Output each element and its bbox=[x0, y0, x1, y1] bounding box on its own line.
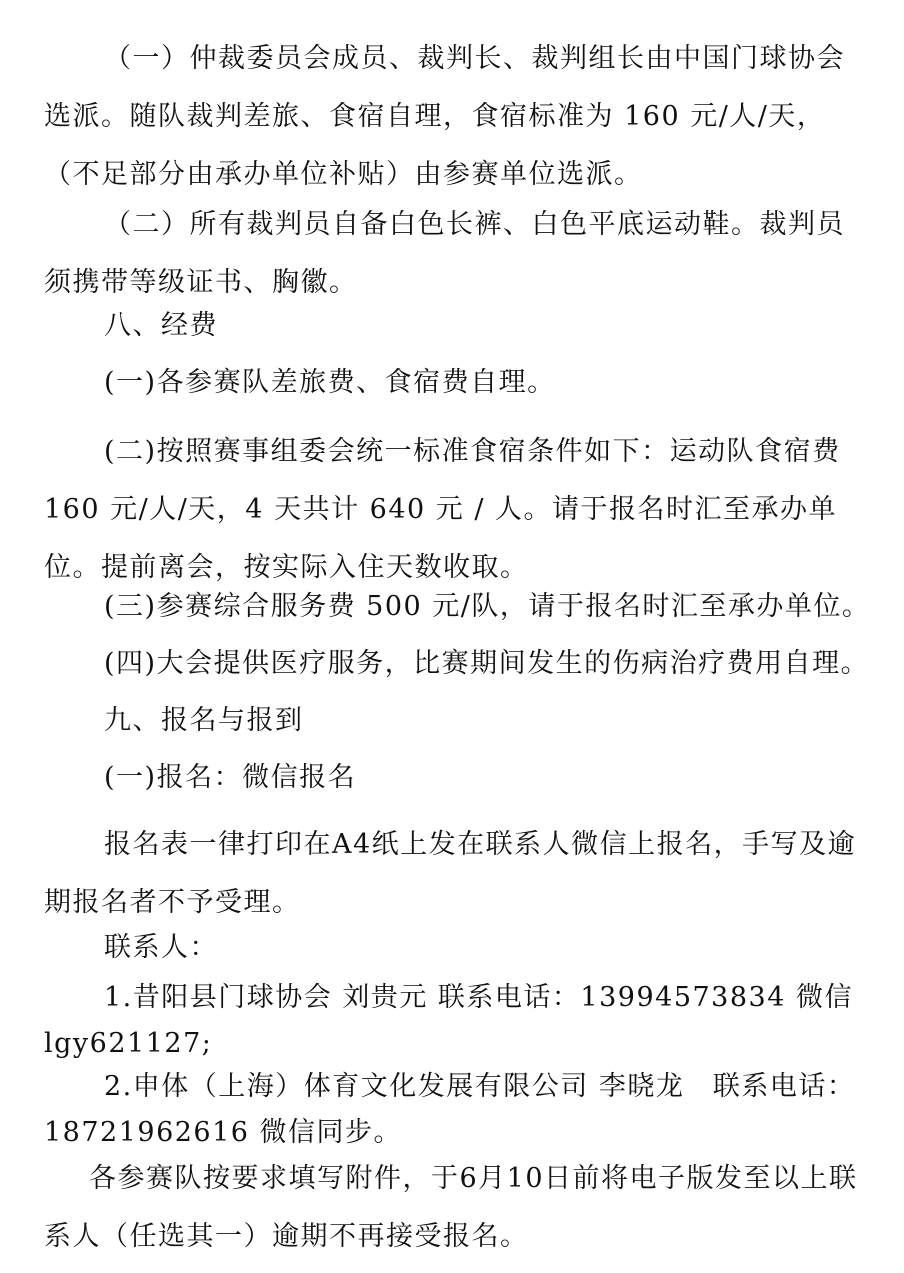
final-note: 各参赛队按要求填写附件，于6月10日前将电子版发至以上联系人（任选其一）逾期不再接受报名。 bbox=[44, 1163, 858, 1252]
expenses-item-4: (四)大会提供医疗服务，比赛期间发生的伤病治疗费用自理。 bbox=[104, 648, 870, 679]
contact-item-1: 1.昔阳县门球协会 刘贵元 联系电话：13994573834 微信 lgy621127; bbox=[44, 982, 853, 1059]
paragraph-arbitration: （一）仲裁委员会成员、裁判长、裁判组长由中国门球协会选派。随队裁判差旅、食宿自理，食宿标准为 160 元/人/天，（不足部分由承办单位补贴）由参赛单位选派。 bbox=[44, 43, 845, 190]
expenses-item-3: (三)参赛综合服务费 500 元/队，请于报名时汇至承办单位。 bbox=[104, 591, 871, 622]
section-title-registration: 九、报名与报到 bbox=[104, 705, 304, 736]
contact-item-2: 2.申体（上海）体育文化发展有限公司 李晓龙 联系电话：18721962616 微信同步。 bbox=[44, 1071, 856, 1148]
registration-item-1: (一)报名：微信报名 bbox=[104, 762, 357, 793]
section-title-expenses: 八、经费 bbox=[104, 310, 218, 341]
paragraph-referee-attire: （二）所有裁判员自备白色长裤、白色平底运动鞋。裁判员须携带等级证书、胸徽。 bbox=[44, 209, 845, 298]
expenses-item-2: (二)按照赛事组委会统一标准食宿条件如下：运动队食宿费 160 元/人/天，4 天共计 640 元 / 人。请于报名时汇至承办单位。提前离会，按实际入住天数收取。 bbox=[44, 436, 841, 583]
contact-title: 联系人： bbox=[104, 932, 218, 963]
expenses-item-1: (一)各参赛队差旅费、食宿费自理。 bbox=[104, 367, 556, 398]
registration-note: 报名表一律打印在A4纸上发在联系人微信上报名，手写及逾期报名者不予受理。 bbox=[44, 829, 857, 918]
